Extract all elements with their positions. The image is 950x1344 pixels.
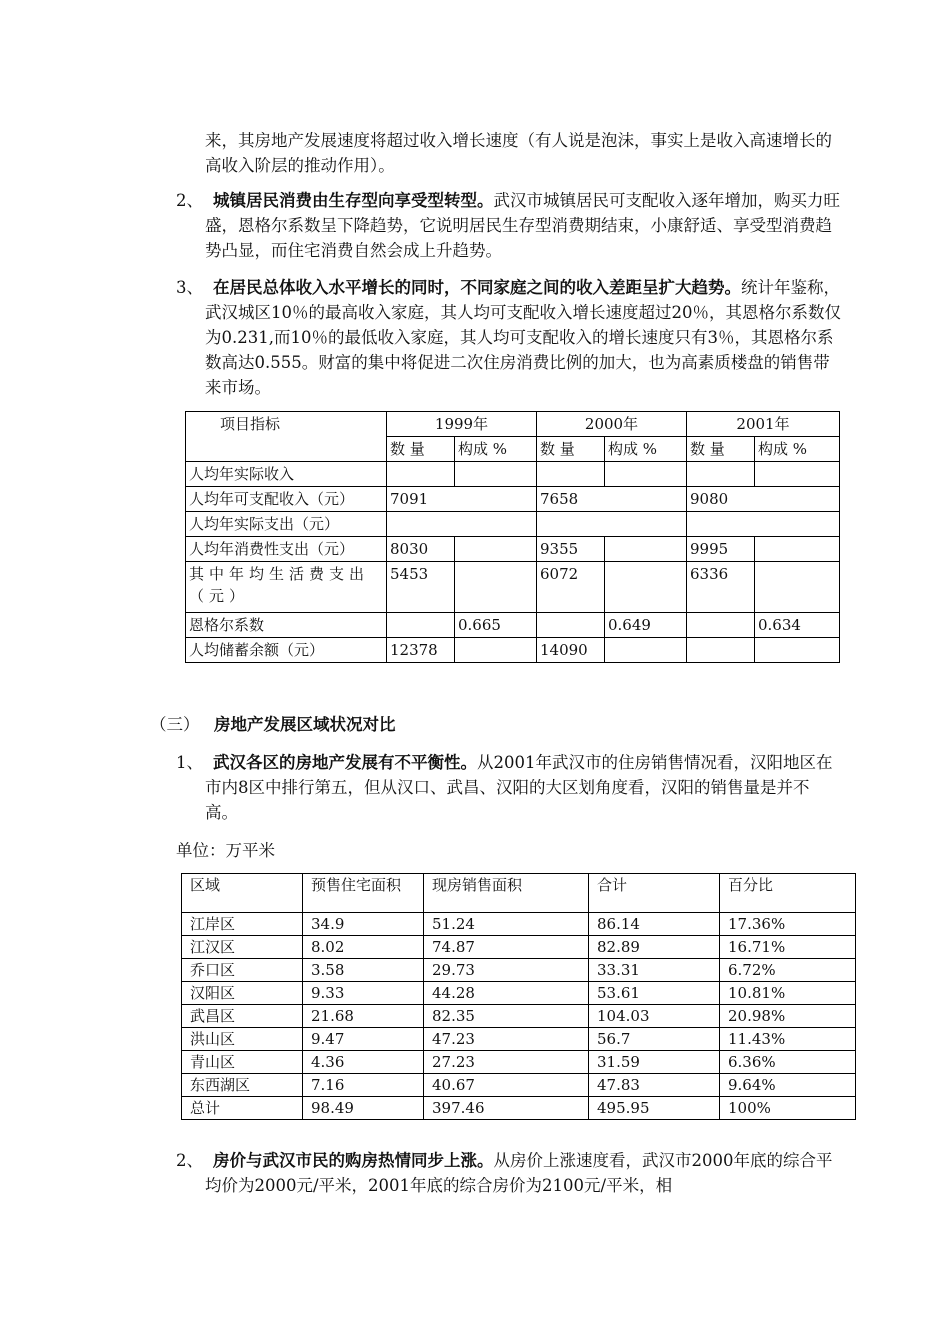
table-row — [182, 1028, 856, 1051]
item-3-text: 统计年鉴称，武汉城区10％的最高收入家庭，其人均可支配收入增长速度超过20％，其恩格尔系数仅为0.231,而10％的最低收入家庭，其人均可支配收入的增长速度只有3％，其恩格尔系数高达0.555。财富的集中将促进二次住房消费比例的加大，也为高素质楼盘的销售带来市场。 — [205, 278, 841, 397]
district-sales-table — [181, 873, 856, 1120]
cell: 104.03 — [589, 1005, 720, 1028]
table-header-row — [182, 874, 856, 913]
cell: 乔口区 — [182, 959, 303, 982]
row-label: 人均年消费性支出（元） — [186, 537, 387, 562]
cell: 82.35 — [424, 1005, 589, 1028]
cell — [387, 613, 455, 638]
cell: 9080 — [687, 487, 840, 512]
cell: 56.7 — [589, 1028, 720, 1051]
cell: 51.24 — [424, 913, 589, 936]
cell: 4.36 — [303, 1051, 424, 1074]
item-3-paragraph — [205, 275, 841, 400]
header-presale-area: 预售住宅面积 — [303, 874, 424, 913]
table-row — [186, 487, 840, 512]
s3-item-2-paragraph — [205, 1148, 841, 1198]
cell: 9.33 — [303, 982, 424, 1005]
cell — [687, 613, 755, 638]
cell: 江汉区 — [182, 936, 303, 959]
cell: 20.98% — [720, 1005, 856, 1028]
cell: 47.23 — [424, 1028, 589, 1051]
row-label: 恩格尔系数 — [186, 613, 387, 638]
cell: 495.95 — [589, 1097, 720, 1120]
cell: 9995 — [687, 537, 755, 562]
cell: 8030 — [387, 537, 455, 562]
cell: 0.665 — [455, 613, 537, 638]
cell — [455, 537, 537, 562]
table-row — [186, 512, 840, 537]
cell: 9355 — [537, 537, 605, 562]
table-row — [186, 638, 840, 663]
cell: 12378 — [387, 638, 455, 663]
cell: 7091 — [387, 487, 537, 512]
cell — [537, 462, 605, 487]
cell — [755, 638, 840, 663]
header-year-1999: 1999年 — [387, 412, 537, 437]
cell: 40.67 — [424, 1074, 589, 1097]
table-row-total — [182, 1097, 856, 1120]
item-2-paragraph — [205, 188, 841, 263]
table-row — [182, 1005, 856, 1028]
cell — [605, 562, 687, 613]
table-row — [186, 462, 840, 487]
cell: 100% — [720, 1097, 856, 1120]
cell: 7.16 — [303, 1074, 424, 1097]
s3-item-1-number: 1、 — [176, 753, 203, 772]
section-3-number: （三） — [150, 715, 200, 734]
cell: 江岸区 — [182, 913, 303, 936]
cell: 98.49 — [303, 1097, 424, 1120]
subheader-pct: 构成 % — [605, 437, 687, 462]
cell: 洪山区 — [182, 1028, 303, 1051]
cell: 7658 — [537, 487, 687, 512]
cell — [605, 537, 687, 562]
row-label: 人均年可支配收入（元） — [186, 487, 387, 512]
cell — [537, 613, 605, 638]
header-year-2001: 2001年 — [687, 412, 840, 437]
cell: 0.634 — [755, 613, 840, 638]
cell: 武昌区 — [182, 1005, 303, 1028]
table-row — [182, 1074, 856, 1097]
subheader-qty: 数 量 — [537, 437, 605, 462]
cell: 8.02 — [303, 936, 424, 959]
cell — [455, 462, 537, 487]
cell: 3.58 — [303, 959, 424, 982]
header-percentage: 百分比 — [720, 874, 856, 913]
cell — [605, 638, 687, 663]
s3-item-1-text: 从2001年武汉市的住房销售情况看，汉阳地区在市内8区中排行第五，但从汉口、武昌、汉阳的大区划角度看，汉阳的销售量是并不高。 — [205, 753, 833, 822]
row-label: 其中年均生活费支出（元） — [186, 562, 387, 613]
item-2-heading: 城镇居民消费由生存型向享受型转型。 — [213, 191, 494, 210]
intro-paragraph: 来，其房地产发展速度将超过收入增长速度（有人说是泡沫，事实上是收入高速增长的高收入阶层的推动作用）。 — [205, 131, 832, 175]
cell: 青山区 — [182, 1051, 303, 1074]
s3-item-2-text: 从房价上涨速度看，武汉市2000年底的综合平均价为2000元/平米，2001年底的综合房价为2100元/平米，相 — [205, 1151, 833, 1195]
income-table — [185, 411, 840, 663]
cell: 6.36% — [720, 1051, 856, 1074]
row-label: 人均年实际收入 — [186, 462, 387, 487]
header-district: 区域 — [182, 874, 303, 913]
item-2-number: 2、 — [176, 191, 203, 210]
cell: 47.83 — [589, 1074, 720, 1097]
header-total: 合计 — [589, 874, 720, 913]
cell: 汉阳区 — [182, 982, 303, 1005]
cell: 86.14 — [589, 913, 720, 936]
cell: 21.68 — [303, 1005, 424, 1028]
cell: 82.89 — [589, 936, 720, 959]
cell: 74.87 — [424, 936, 589, 959]
row-label: 人均储蓄余额（元） — [186, 638, 387, 663]
table-row — [182, 913, 856, 936]
cell — [537, 512, 687, 537]
cell: 17.36% — [720, 913, 856, 936]
subheader-pct: 构成 % — [455, 437, 537, 462]
cell: 16.71% — [720, 936, 856, 959]
cell: 10.81% — [720, 982, 856, 1005]
cell: 6072 — [537, 562, 605, 613]
cell: 397.46 — [424, 1097, 589, 1120]
cell: 总计 — [182, 1097, 303, 1120]
item-3-heading: 在居民总体收入水平增长的同时，不同家庭之间的收入差距呈扩大趋势。 — [213, 278, 741, 297]
table-row — [186, 613, 840, 638]
s3-item-1-heading: 武汉各区的房地产发展有不平衡性。 — [213, 753, 477, 772]
cell: 6.72% — [720, 959, 856, 982]
cell — [755, 562, 840, 613]
subheader-pct: 构成 % — [755, 437, 840, 462]
cell — [387, 512, 537, 537]
unit-label: 单位：万平米 — [176, 841, 275, 860]
cell — [455, 562, 537, 613]
cell: 33.31 — [589, 959, 720, 982]
cell: 53.61 — [589, 982, 720, 1005]
item-2-text: 武汉市城镇居民可支配收入逐年增加，购买力旺盛，恩格尔系数呈下降趋势，它说明居民生存型消费期结束，小康舒适、享受型消费趋势凸显，而住宅消费自然会成上升趋势。 — [205, 191, 840, 260]
cell — [387, 462, 455, 487]
cell: 34.9 — [303, 913, 424, 936]
subheader-qty: 数 量 — [687, 437, 755, 462]
header-existing-sales-area: 现房销售面积 — [424, 874, 589, 913]
cell: 9.47 — [303, 1028, 424, 1051]
table-row — [182, 1051, 856, 1074]
cell — [687, 638, 755, 663]
header-year-2000: 2000年 — [537, 412, 687, 437]
header-item-indicator: 项目指标 — [186, 412, 387, 462]
cell — [605, 462, 687, 487]
table-row — [186, 537, 840, 562]
cell: 44.28 — [424, 982, 589, 1005]
cell: 31.59 — [589, 1051, 720, 1074]
section-3-title: 房地产发展区域状况对比 — [214, 715, 396, 734]
cell — [687, 512, 840, 537]
cell: 0.649 — [605, 613, 687, 638]
table-row — [182, 936, 856, 959]
cell: 6336 — [687, 562, 755, 613]
cell: 9.64% — [720, 1074, 856, 1097]
cell — [755, 537, 840, 562]
item-3-number: 3、 — [176, 278, 203, 297]
table-row — [186, 562, 840, 613]
cell: 5453 — [387, 562, 455, 613]
cell: 29.73 — [424, 959, 589, 982]
cell: 27.23 — [424, 1051, 589, 1074]
s3-item-1-paragraph — [205, 750, 841, 825]
cell: 东西湖区 — [182, 1074, 303, 1097]
s3-item-2-number: 2、 — [176, 1151, 203, 1170]
cell: 11.43% — [720, 1028, 856, 1051]
table-row — [182, 982, 856, 1005]
subheader-qty: 数 量 — [387, 437, 455, 462]
s3-item-2-heading: 房价与武汉市民的购房热情同步上涨。 — [213, 1151, 494, 1170]
cell: 14090 — [537, 638, 605, 663]
row-label: 人均年实际支出（元） — [186, 512, 387, 537]
cell — [755, 462, 840, 487]
cell — [455, 638, 537, 663]
table-row — [182, 959, 856, 982]
cell — [687, 462, 755, 487]
